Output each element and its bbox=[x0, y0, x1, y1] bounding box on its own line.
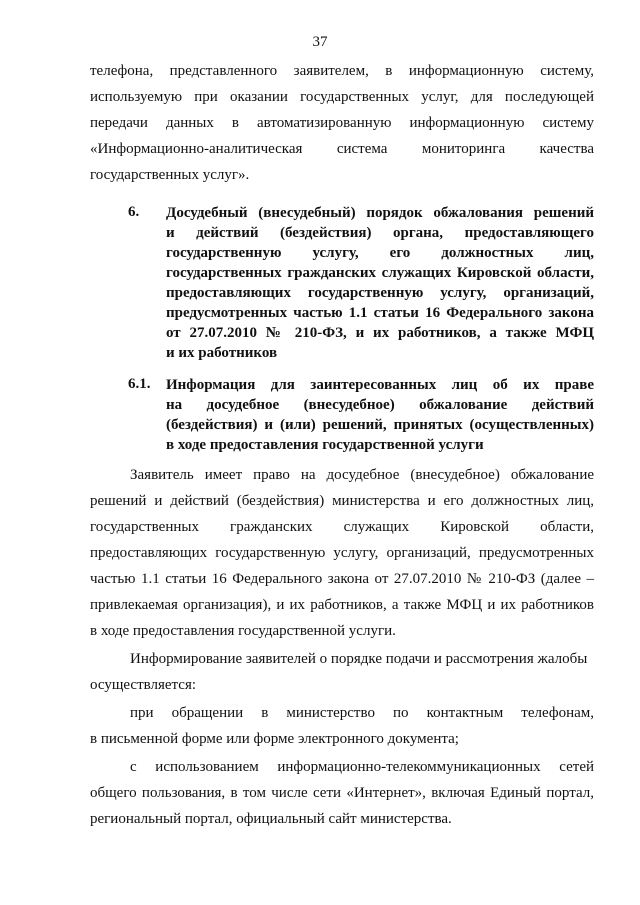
paragraph-1-line: государственных гражданских служащих Кировской области, bbox=[90, 519, 594, 535]
intro-line: «Информационно-аналитическая система мониторинга качества bbox=[90, 141, 594, 157]
paragraph-1-line: привлекаемая организация), и их работников, а также МФЦ и их работников bbox=[90, 597, 594, 613]
intro-line: используемую при оказании государственных услуг, для последующей bbox=[90, 89, 594, 105]
intro-line: передачи данных в автоматизированную информационную систему bbox=[90, 115, 594, 131]
section-6-title-line: и их работников bbox=[166, 345, 278, 361]
section-6-title-line: Досудебный (внесудебный) порядок обжалования решений bbox=[166, 205, 594, 221]
intro-line: государственных услуг». bbox=[90, 167, 250, 183]
paragraph-1-line: решений и действий (бездействия) министерства и его должностных лиц, bbox=[90, 493, 594, 509]
paragraph-2-line: осуществляется: bbox=[90, 677, 197, 693]
section-6-1-title-line: Информация для заинтересованных лиц об их праве bbox=[166, 377, 594, 393]
section-6-title-line: предоставляющих государственную услугу, организаций, bbox=[166, 285, 594, 301]
section-6-title-line: предусмотренных частью 1.1 статьи 16 Федерального закона bbox=[166, 305, 594, 321]
intro-line: телефона, представленного заявителем, в информационную систему, bbox=[90, 63, 594, 79]
section-6-1-title-line: в ходе предоставления государственной услуги bbox=[166, 437, 484, 453]
section-6-1-title-line: на досудебное (внесудебное) обжалование действий bbox=[166, 397, 594, 413]
paragraph-1-line: в ходе предоставления государственной услуги. bbox=[90, 623, 396, 639]
section-6-1-number: 6.1. bbox=[128, 376, 151, 392]
paragraph-3-line: в письменной форме или форме электронного документа; bbox=[90, 731, 459, 747]
paragraph-1-line: предоставляющих государственную услугу, организаций, предусмотренных bbox=[90, 545, 594, 561]
paragraph-1-line: частью 1.1 статьи 16 Федерального закона от 27.07.2010 № 210-ФЗ (далее – bbox=[90, 571, 594, 587]
section-6-title-line: государственную услугу, его должностных лиц, bbox=[166, 245, 594, 261]
paragraph-3-line: при обращении в министерство по контактным телефонам, bbox=[130, 705, 594, 721]
paragraph-4-line: региональный портал, официальный сайт министерства. bbox=[90, 811, 452, 827]
paragraph-2-line: Информирование заявителей о порядке подачи и рассмотрения жалобы bbox=[130, 651, 588, 667]
section-6-title-line: государственных гражданских служащих Кировской области, bbox=[166, 265, 594, 281]
section-6-1-title-line: (бездействия) и (или) решений, принятых (осуществленных) bbox=[166, 417, 594, 433]
page-number: 37 bbox=[312, 34, 328, 50]
paragraph-4-line: общего пользования, в том числе сети «Интернет», включая Единый портал, bbox=[90, 785, 594, 801]
section-6-number: 6. bbox=[128, 204, 140, 220]
section-6-title-line: от 27.07.2010 № 210-ФЗ, и их работников, а также МФЦ bbox=[166, 325, 594, 341]
paragraph-1-line: Заявитель имеет право на досудебное (внесудебное) обжалование bbox=[130, 467, 594, 483]
section-6-title-line: и действий (бездействия) органа, предоставляющего bbox=[166, 225, 594, 241]
paragraph-4-line: с использованием информационно-телекоммуникационных сетей bbox=[130, 759, 594, 775]
